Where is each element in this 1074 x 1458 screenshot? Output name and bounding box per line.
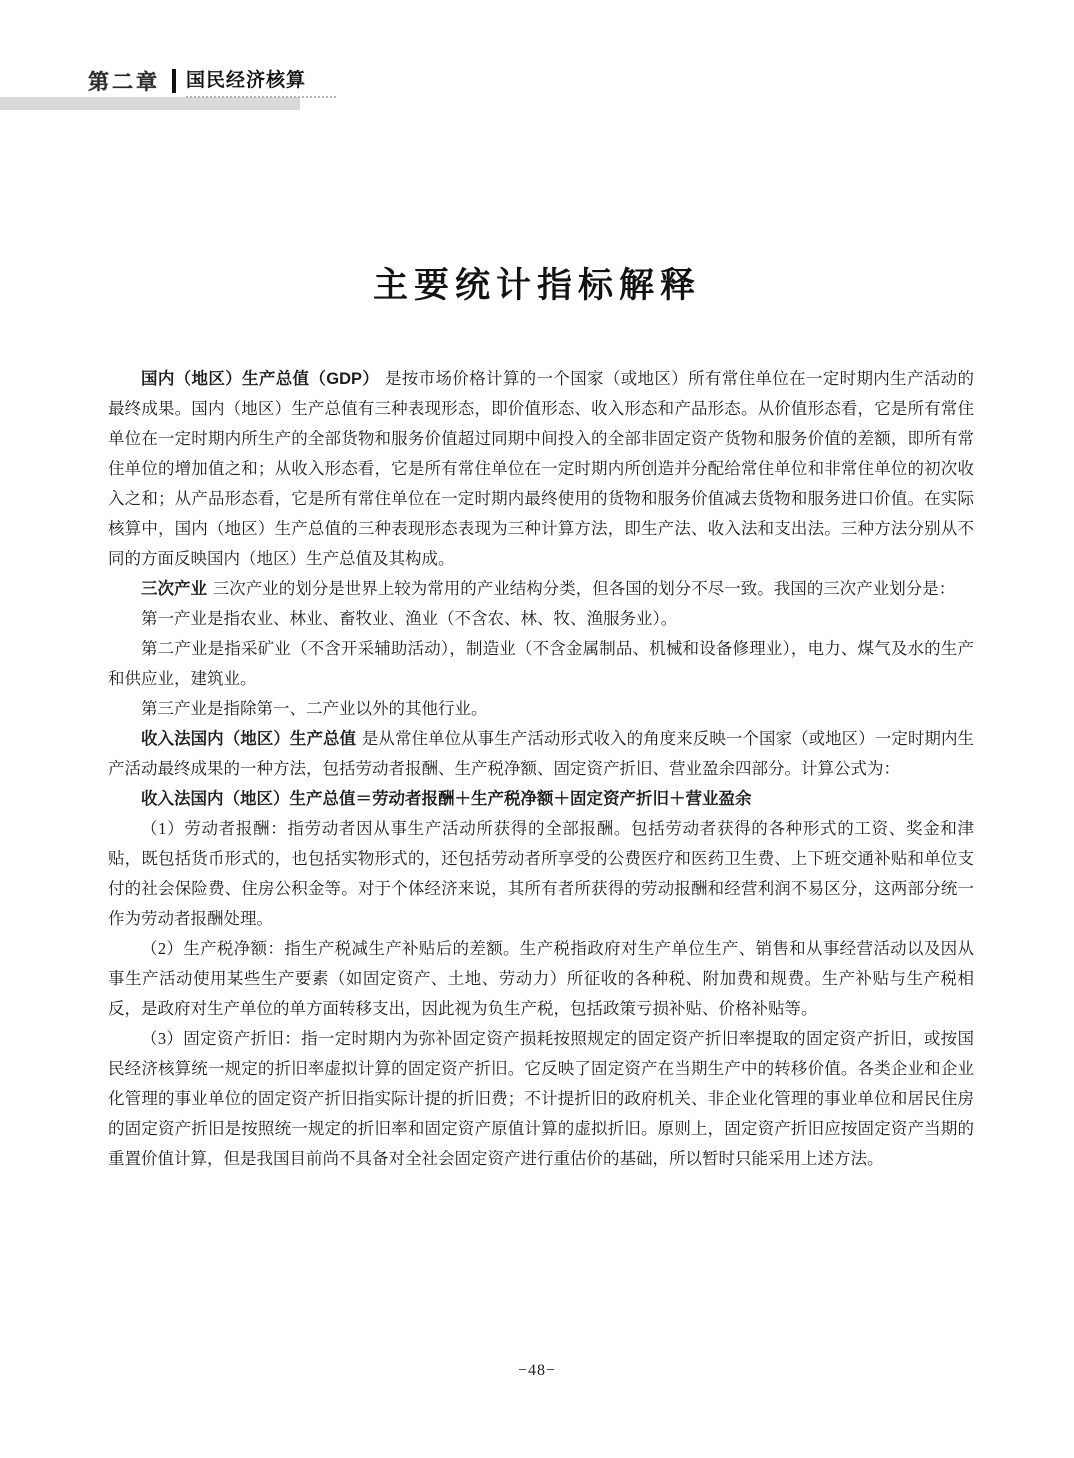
paragraph-text: 第二产业是指采矿业（不含开采辅助活动），制造业（不含金属制品、机械和设备修理业），电力、煤气及水的生产和供应业，建筑业。 <box>108 639 974 688</box>
paragraph-text: 三次产业的划分是世界上较为常用的产业结构分类，但各国的划分不尽一致。我国的三次产业划分是： <box>212 579 956 598</box>
term-gdp: 国内（地区）生产总值（GDP） <box>141 370 380 388</box>
header-separator <box>172 69 176 93</box>
paragraph-text: （1）劳动者报酬：指劳动者因从事生产活动所获得的全部报酬。包括劳动者获得的各种形式的工资、奖金和津贴，既包括货币形式的，也包括实物形式的，还包括劳动者所享受的公费医疗和医药卫生费、上下班交通补贴和单位支付的社会保险费、住房公积金等。对于个体经济来说，其所有者所获得的劳动报酬和经营利润不易区分，这两部分统一作为劳动者报酬处理。 <box>108 819 974 928</box>
paragraph-gdp-definition <box>108 364 974 574</box>
term-income-approach-gdp: 收入法国内（地区）生产总值 <box>141 730 357 748</box>
paragraph-text: 第三产业是指除第一、二产业以外的其他行业。 <box>141 699 488 718</box>
chapter-title-wrap <box>186 65 336 98</box>
page-title: 主要统计指标解释 <box>372 266 701 305</box>
paragraph-three-industries <box>108 574 974 604</box>
header-gray-band <box>0 97 300 110</box>
paragraph-text: （3）固定资产折旧：指一定时期内为弥补固定资产损耗按照规定的固定资产折旧率提取的固定资产折旧，或按国民经济核算统一规定的折旧率虚拟计算的固定资产折旧。它反映了固定资产在当期生产中的转移价值。各类企业和企业化管理的事业单位的固定资产折旧指实际计提的折旧费；不计提折旧的政府机关、非企业化管理的事业单位和居民住房的固定资产折旧是按照统一规定的折旧率和固定资产原值计算的虚拟折旧。原则上，固定资产折旧应按固定资产当期的重置价值计算，但是我国目前尚不具备对全社会固定资产进行重估价的基础，所以暂时只能采用上述方法。 <box>108 1029 974 1168</box>
paragraph-labor-remuneration <box>108 814 974 934</box>
paragraph-income-approach <box>108 724 974 784</box>
chapter-title: 国民经济核算 <box>186 69 307 91</box>
page-header <box>88 64 336 98</box>
term-three-industries: 三次产业 <box>141 580 207 598</box>
chapter-underline <box>186 96 336 98</box>
paragraph-text: 是从常住单位从事生产活动形式收入的角度来反映一个国家（或地区）一定时期内生产活动最终成果的一种方法，包括劳动者报酬、生产税净额、固定资产折旧、营业盈余四部分。计算公式为： <box>108 729 975 778</box>
document-body <box>108 364 974 1174</box>
paragraph-primary-industry <box>108 604 974 634</box>
paragraph-text: （2）生产税净额：指生产税减生产补贴后的差额。生产税指政府对生产单位生产、销售和从事经营活动以及因从事生产活动使用某些生产要素（如固定资产、土地、劳动力）所征收的各种税、附加费和规费。生产补贴与生产税相反，是政府对生产单位的单方面转移支出，因此视为负生产税，包括政策亏损补贴、价格补贴等。 <box>108 939 974 1018</box>
paragraph-net-production-tax <box>108 934 974 1024</box>
income-approach-formula: 收入法国内（地区）生产总值＝劳动者报酬＋生产税净额＋固定资产折旧＋营业盈余 <box>141 790 752 808</box>
paragraph-text: 是按市场价格计算的一个国家（或地区）所有常住单位在一定时期内生产活动的最终成果。国内（地区）生产总值有三种表现形态，即价值形态、收入形态和产品形态。从价值形态看，它是所有常住单位在一定时期内所生产的全部货物和服务价值超过同期中间投入的全部非固定资产货物和服务价值的差额，即所有常住单位的增加值之和；从收入形态看，它是所有常住单位在一定时期内所创造并分配给常住单位和非常住单位的初次收入之和；从产品形态看，它是所有常住单位在一定时期内最终使用的货物和服务价值减去货物和服务进口价值。在实际核算中，国内（地区）生产总值的三种表现形态表现为三种计算方法，即生产法、收入法和支出法。三种方法分别从不同的方面反映国内（地区）生产总值及其构成。 <box>108 369 975 568</box>
paragraph-tertiary-industry <box>108 694 974 724</box>
paragraph-depreciation <box>108 1024 974 1174</box>
paragraph-income-formula <box>108 784 974 814</box>
page-number: −48− <box>517 1362 557 1379</box>
paragraph-text: 第一产业是指农业、林业、畜牧业、渔业（不含农、林、牧、渔服务业）。 <box>141 609 678 628</box>
paragraph-secondary-industry <box>108 634 974 694</box>
chapter-badge: 第二章 <box>88 70 160 94</box>
